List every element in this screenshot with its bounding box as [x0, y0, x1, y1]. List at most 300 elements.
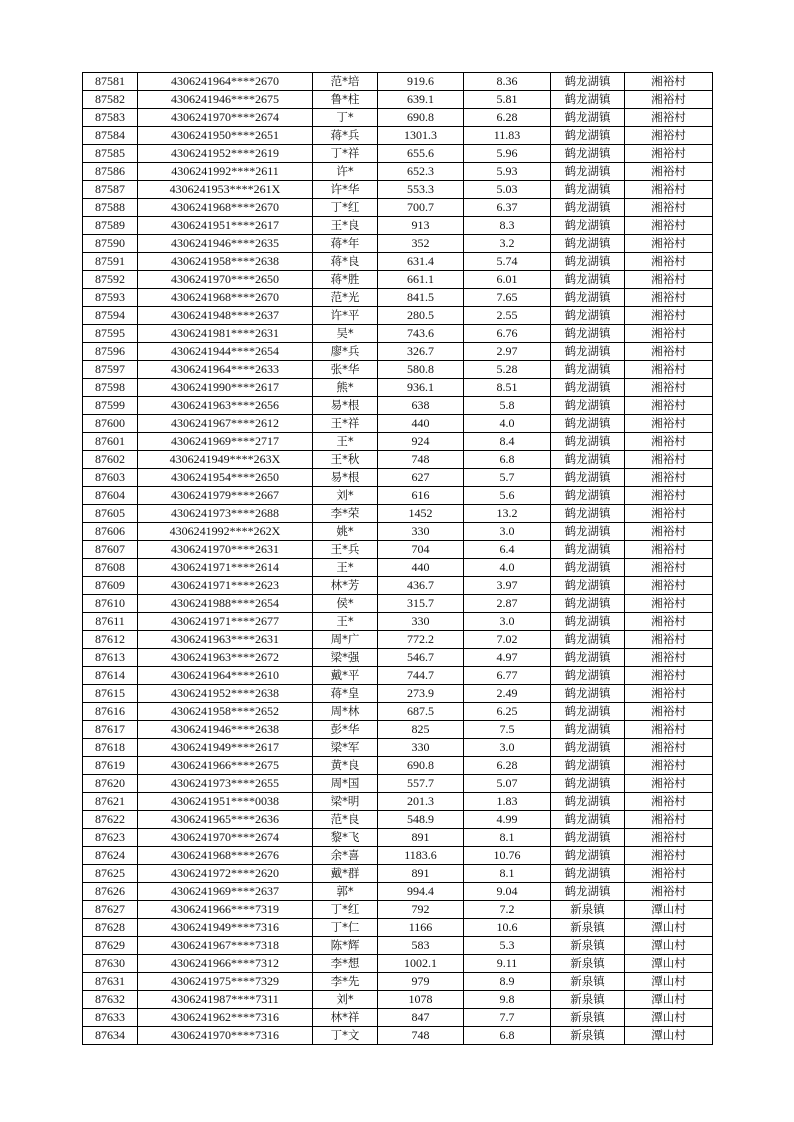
value-cell: 8.36	[464, 73, 551, 91]
table-row	[83, 685, 713, 703]
name-cell: 许*	[313, 163, 378, 181]
table-row	[83, 271, 713, 289]
town-cell: 鹤龙湖镇	[551, 451, 625, 469]
id-number-cell: 4306241972****2620	[138, 865, 313, 883]
name-cell: 梁*军	[313, 739, 378, 757]
serial-cell: 87600	[83, 415, 138, 433]
town-cell: 鹤龙湖镇	[551, 487, 625, 505]
value-cell: 5.07	[464, 775, 551, 793]
id-number-cell: 4306241970****2674	[138, 829, 313, 847]
serial-cell: 87590	[83, 235, 138, 253]
amount-cell: 1183.6	[378, 847, 464, 865]
town-cell: 鹤龙湖镇	[551, 289, 625, 307]
value-cell: 3.2	[464, 235, 551, 253]
table-row	[83, 595, 713, 613]
value-cell: 2.55	[464, 307, 551, 325]
table-row	[83, 91, 713, 109]
amount-cell: 690.8	[378, 109, 464, 127]
name-cell: 李*想	[313, 955, 378, 973]
amount-cell: 924	[378, 433, 464, 451]
value-cell: 6.77	[464, 667, 551, 685]
serial-cell: 87618	[83, 739, 138, 757]
town-cell: 鹤龙湖镇	[551, 253, 625, 271]
id-number-cell: 4306241951****2617	[138, 217, 313, 235]
table-row	[83, 667, 713, 685]
serial-cell: 87634	[83, 1027, 138, 1045]
name-cell: 鲁*柱	[313, 91, 378, 109]
table-row	[83, 361, 713, 379]
village-cell: 湘裕村	[625, 667, 713, 685]
serial-cell: 87617	[83, 721, 138, 739]
serial-cell: 87589	[83, 217, 138, 235]
table-row	[83, 487, 713, 505]
town-cell: 鹤龙湖镇	[551, 883, 625, 901]
serial-cell: 87610	[83, 595, 138, 613]
town-cell: 鹤龙湖镇	[551, 73, 625, 91]
town-cell: 鹤龙湖镇	[551, 307, 625, 325]
value-cell: 10.6	[464, 919, 551, 937]
name-cell: 蒋*皇	[313, 685, 378, 703]
village-cell: 潭山村	[625, 937, 713, 955]
village-cell: 湘裕村	[625, 739, 713, 757]
table-row	[83, 757, 713, 775]
town-cell: 新泉镇	[551, 973, 625, 991]
table-row	[83, 199, 713, 217]
value-cell: 4.97	[464, 649, 551, 667]
town-cell: 鹤龙湖镇	[551, 847, 625, 865]
serial-cell: 87630	[83, 955, 138, 973]
id-number-cell: 4306241951****0038	[138, 793, 313, 811]
table-row	[83, 253, 713, 271]
id-number-cell: 4306241969****2637	[138, 883, 313, 901]
id-number-cell: 4306241975****7329	[138, 973, 313, 991]
value-cell: 7.65	[464, 289, 551, 307]
town-cell: 鹤龙湖镇	[551, 415, 625, 433]
village-cell: 湘裕村	[625, 109, 713, 127]
id-number-cell: 4306241949****263X	[138, 451, 313, 469]
table-row	[83, 379, 713, 397]
village-cell: 湘裕村	[625, 91, 713, 109]
name-cell: 林*祥	[313, 1009, 378, 1027]
value-cell: 8.4	[464, 433, 551, 451]
name-cell: 张*华	[313, 361, 378, 379]
serial-cell: 87599	[83, 397, 138, 415]
town-cell: 鹤龙湖镇	[551, 271, 625, 289]
value-cell: 6.28	[464, 109, 551, 127]
village-cell: 湘裕村	[625, 253, 713, 271]
name-cell: 蒋*年	[313, 235, 378, 253]
village-cell: 湘裕村	[625, 721, 713, 739]
town-cell: 鹤龙湖镇	[551, 523, 625, 541]
table-body	[83, 73, 713, 1045]
serial-cell: 87628	[83, 919, 138, 937]
value-cell: 5.6	[464, 487, 551, 505]
serial-cell: 87625	[83, 865, 138, 883]
village-cell: 湘裕村	[625, 145, 713, 163]
table-row	[83, 307, 713, 325]
town-cell: 鹤龙湖镇	[551, 91, 625, 109]
town-cell: 鹤龙湖镇	[551, 793, 625, 811]
value-cell: 6.8	[464, 451, 551, 469]
amount-cell: 330	[378, 613, 464, 631]
id-number-cell: 4306241992****2611	[138, 163, 313, 181]
amount-cell: 583	[378, 937, 464, 955]
serial-cell: 87622	[83, 811, 138, 829]
id-number-cell: 4306241968****2670	[138, 289, 313, 307]
village-cell: 湘裕村	[625, 343, 713, 361]
name-cell: 姚*	[313, 523, 378, 541]
town-cell: 鹤龙湖镇	[551, 235, 625, 253]
amount-cell: 1301.3	[378, 127, 464, 145]
amount-cell: 748	[378, 451, 464, 469]
name-cell: 王*秋	[313, 451, 378, 469]
village-cell: 湘裕村	[625, 415, 713, 433]
serial-cell: 87592	[83, 271, 138, 289]
village-cell: 湘裕村	[625, 541, 713, 559]
value-cell: 11.83	[464, 127, 551, 145]
town-cell: 鹤龙湖镇	[551, 685, 625, 703]
serial-cell: 87594	[83, 307, 138, 325]
name-cell: 丁*仁	[313, 919, 378, 937]
id-number-cell: 4306241971****2677	[138, 613, 313, 631]
village-cell: 湘裕村	[625, 559, 713, 577]
village-cell: 湘裕村	[625, 469, 713, 487]
value-cell: 6.8	[464, 1027, 551, 1045]
village-cell: 湘裕村	[625, 829, 713, 847]
name-cell: 丁*文	[313, 1027, 378, 1045]
amount-cell: 280.5	[378, 307, 464, 325]
table-row	[83, 847, 713, 865]
village-cell: 湘裕村	[625, 199, 713, 217]
value-cell: 2.49	[464, 685, 551, 703]
value-cell: 3.97	[464, 577, 551, 595]
amount-cell: 326.7	[378, 343, 464, 361]
town-cell: 鹤龙湖镇	[551, 433, 625, 451]
id-number-cell: 4306241987****7311	[138, 991, 313, 1009]
amount-cell: 891	[378, 829, 464, 847]
id-number-cell: 4306241979****2667	[138, 487, 313, 505]
amount-cell: 616	[378, 487, 464, 505]
name-cell: 蒋*兵	[313, 127, 378, 145]
amount-cell: 639.1	[378, 91, 464, 109]
village-cell: 湘裕村	[625, 433, 713, 451]
id-number-cell: 4306241964****2610	[138, 667, 313, 685]
town-cell: 新泉镇	[551, 937, 625, 955]
amount-cell: 687.5	[378, 703, 464, 721]
id-number-cell: 4306241966****7319	[138, 901, 313, 919]
amount-cell: 631.4	[378, 253, 464, 271]
name-cell: 侯*	[313, 595, 378, 613]
name-cell: 丁*祥	[313, 145, 378, 163]
town-cell: 新泉镇	[551, 919, 625, 937]
serial-cell: 87631	[83, 973, 138, 991]
serial-cell: 87613	[83, 649, 138, 667]
id-number-cell: 4306241970****7316	[138, 1027, 313, 1045]
id-number-cell: 4306241963****2656	[138, 397, 313, 415]
amount-cell: 841.5	[378, 289, 464, 307]
village-cell: 湘裕村	[625, 217, 713, 235]
town-cell: 鹤龙湖镇	[551, 145, 625, 163]
value-cell: 13.2	[464, 505, 551, 523]
table-row	[83, 523, 713, 541]
name-cell: 丁*红	[313, 901, 378, 919]
town-cell: 鹤龙湖镇	[551, 703, 625, 721]
village-cell: 湘裕村	[625, 505, 713, 523]
table-row	[83, 991, 713, 1009]
name-cell: 戴*平	[313, 667, 378, 685]
serial-cell: 87602	[83, 451, 138, 469]
village-cell: 潭山村	[625, 1027, 713, 1045]
serial-cell: 87596	[83, 343, 138, 361]
village-cell: 潭山村	[625, 973, 713, 991]
table-row	[83, 973, 713, 991]
table-row	[83, 937, 713, 955]
value-cell: 4.0	[464, 559, 551, 577]
id-number-cell: 4306241981****2631	[138, 325, 313, 343]
id-number-cell: 4306241964****2633	[138, 361, 313, 379]
name-cell: 熊*	[313, 379, 378, 397]
id-number-cell: 4306241970****2631	[138, 541, 313, 559]
id-number-cell: 4306241953****261X	[138, 181, 313, 199]
village-cell: 湘裕村	[625, 595, 713, 613]
serial-cell: 87582	[83, 91, 138, 109]
amount-cell: 557.7	[378, 775, 464, 793]
value-cell: 8.3	[464, 217, 551, 235]
serial-cell: 87604	[83, 487, 138, 505]
name-cell: 王*	[313, 433, 378, 451]
village-cell: 湘裕村	[625, 181, 713, 199]
town-cell: 新泉镇	[551, 901, 625, 919]
amount-cell: 315.7	[378, 595, 464, 613]
name-cell: 王*	[313, 559, 378, 577]
village-cell: 湘裕村	[625, 73, 713, 91]
serial-cell: 87627	[83, 901, 138, 919]
table-row	[83, 793, 713, 811]
town-cell: 鹤龙湖镇	[551, 577, 625, 595]
id-number-cell: 4306241966****2675	[138, 757, 313, 775]
village-cell: 湘裕村	[625, 883, 713, 901]
amount-cell: 330	[378, 523, 464, 541]
serial-cell: 87608	[83, 559, 138, 577]
town-cell: 鹤龙湖镇	[551, 739, 625, 757]
table-row	[83, 145, 713, 163]
serial-cell: 87585	[83, 145, 138, 163]
id-number-cell: 4306241958****2652	[138, 703, 313, 721]
table-row	[83, 109, 713, 127]
value-cell: 7.2	[464, 901, 551, 919]
table-row	[83, 919, 713, 937]
amount-cell: 655.6	[378, 145, 464, 163]
amount-cell: 1078	[378, 991, 464, 1009]
town-cell: 鹤龙湖镇	[551, 325, 625, 343]
amount-cell: 553.3	[378, 181, 464, 199]
village-cell: 湘裕村	[625, 685, 713, 703]
amount-cell: 748	[378, 1027, 464, 1045]
table-row	[83, 631, 713, 649]
serial-cell: 87621	[83, 793, 138, 811]
amount-cell: 201.3	[378, 793, 464, 811]
table-row	[83, 343, 713, 361]
town-cell: 鹤龙湖镇	[551, 865, 625, 883]
table-row	[83, 649, 713, 667]
town-cell: 鹤龙湖镇	[551, 811, 625, 829]
amount-cell: 546.7	[378, 649, 464, 667]
value-cell: 1.83	[464, 793, 551, 811]
amount-cell: 1452	[378, 505, 464, 523]
value-cell: 5.3	[464, 937, 551, 955]
town-cell: 鹤龙湖镇	[551, 343, 625, 361]
id-number-cell: 4306241970****2650	[138, 271, 313, 289]
serial-cell: 87619	[83, 757, 138, 775]
value-cell: 6.28	[464, 757, 551, 775]
value-cell: 5.81	[464, 91, 551, 109]
town-cell: 鹤龙湖镇	[551, 721, 625, 739]
village-cell: 湘裕村	[625, 271, 713, 289]
amount-cell: 913	[378, 217, 464, 235]
name-cell: 戴*群	[313, 865, 378, 883]
name-cell: 黄*良	[313, 757, 378, 775]
town-cell: 鹤龙湖镇	[551, 631, 625, 649]
id-number-cell: 4306241968****2670	[138, 199, 313, 217]
value-cell: 8.1	[464, 829, 551, 847]
table-row	[83, 1027, 713, 1045]
table-row	[83, 829, 713, 847]
village-cell: 湘裕村	[625, 487, 713, 505]
amount-cell: 743.6	[378, 325, 464, 343]
value-cell: 5.8	[464, 397, 551, 415]
amount-cell: 638	[378, 397, 464, 415]
value-cell: 9.04	[464, 883, 551, 901]
town-cell: 鹤龙湖镇	[551, 199, 625, 217]
town-cell: 新泉镇	[551, 955, 625, 973]
town-cell: 鹤龙湖镇	[551, 361, 625, 379]
village-cell: 湘裕村	[625, 649, 713, 667]
table-row	[83, 127, 713, 145]
serial-cell: 87603	[83, 469, 138, 487]
table-row	[83, 613, 713, 631]
table-row	[83, 505, 713, 523]
serial-cell: 87606	[83, 523, 138, 541]
amount-cell: 1166	[378, 919, 464, 937]
amount-cell: 772.2	[378, 631, 464, 649]
serial-cell: 87615	[83, 685, 138, 703]
id-number-cell: 4306241988****2654	[138, 595, 313, 613]
id-number-cell: 4306241946****2635	[138, 235, 313, 253]
name-cell: 范*光	[313, 289, 378, 307]
town-cell: 鹤龙湖镇	[551, 559, 625, 577]
id-number-cell: 4306241958****2638	[138, 253, 313, 271]
value-cell: 7.5	[464, 721, 551, 739]
id-number-cell: 4306241966****7312	[138, 955, 313, 973]
serial-cell: 87612	[83, 631, 138, 649]
village-cell: 湘裕村	[625, 793, 713, 811]
amount-cell: 994.4	[378, 883, 464, 901]
village-cell: 湘裕村	[625, 361, 713, 379]
name-cell: 易*根	[313, 397, 378, 415]
serial-cell: 87601	[83, 433, 138, 451]
amount-cell: 979	[378, 973, 464, 991]
town-cell: 鹤龙湖镇	[551, 217, 625, 235]
name-cell: 王*	[313, 613, 378, 631]
amount-cell: 273.9	[378, 685, 464, 703]
value-cell: 9.11	[464, 955, 551, 973]
amount-cell: 580.8	[378, 361, 464, 379]
serial-cell: 87633	[83, 1009, 138, 1027]
name-cell: 蒋*良	[313, 253, 378, 271]
serial-cell: 87583	[83, 109, 138, 127]
value-cell: 5.96	[464, 145, 551, 163]
town-cell: 鹤龙湖镇	[551, 505, 625, 523]
name-cell: 周*国	[313, 775, 378, 793]
value-cell: 5.7	[464, 469, 551, 487]
town-cell: 鹤龙湖镇	[551, 613, 625, 631]
amount-cell: 440	[378, 415, 464, 433]
name-cell: 许*华	[313, 181, 378, 199]
value-cell: 5.74	[464, 253, 551, 271]
amount-cell: 330	[378, 739, 464, 757]
value-cell: 5.28	[464, 361, 551, 379]
serial-cell: 87605	[83, 505, 138, 523]
id-number-cell: 4306241952****2638	[138, 685, 313, 703]
town-cell: 新泉镇	[551, 991, 625, 1009]
village-cell: 湘裕村	[625, 379, 713, 397]
table-row	[83, 325, 713, 343]
village-cell: 湘裕村	[625, 235, 713, 253]
table-row	[83, 775, 713, 793]
amount-cell: 847	[378, 1009, 464, 1027]
id-number-cell: 4306241967****2612	[138, 415, 313, 433]
value-cell: 6.76	[464, 325, 551, 343]
id-number-cell: 4306241946****2638	[138, 721, 313, 739]
id-number-cell: 4306241946****2675	[138, 91, 313, 109]
value-cell: 7.02	[464, 631, 551, 649]
id-number-cell: 4306241968****2676	[138, 847, 313, 865]
village-cell: 湘裕村	[625, 631, 713, 649]
serial-cell: 87632	[83, 991, 138, 1009]
village-cell: 湘裕村	[625, 757, 713, 775]
value-cell: 6.01	[464, 271, 551, 289]
village-cell: 湘裕村	[625, 847, 713, 865]
table-row	[83, 433, 713, 451]
serial-cell: 87595	[83, 325, 138, 343]
id-number-cell: 4306241949****7316	[138, 919, 313, 937]
village-cell: 湘裕村	[625, 577, 713, 595]
id-number-cell: 4306241971****2614	[138, 559, 313, 577]
town-cell: 鹤龙湖镇	[551, 163, 625, 181]
name-cell: 林*芳	[313, 577, 378, 595]
amount-cell: 792	[378, 901, 464, 919]
table-row	[83, 235, 713, 253]
value-cell: 7.7	[464, 1009, 551, 1027]
table-row	[83, 865, 713, 883]
amount-cell: 1002.1	[378, 955, 464, 973]
amount-cell: 744.7	[378, 667, 464, 685]
amount-cell: 436.7	[378, 577, 464, 595]
name-cell: 王*祥	[313, 415, 378, 433]
id-number-cell: 4306241948****2637	[138, 307, 313, 325]
name-cell: 易*根	[313, 469, 378, 487]
serial-cell: 87607	[83, 541, 138, 559]
name-cell: 郭*	[313, 883, 378, 901]
table-row	[83, 883, 713, 901]
town-cell: 鹤龙湖镇	[551, 595, 625, 613]
town-cell: 鹤龙湖镇	[551, 469, 625, 487]
town-cell: 鹤龙湖镇	[551, 181, 625, 199]
town-cell: 鹤龙湖镇	[551, 127, 625, 145]
name-cell: 丁*红	[313, 199, 378, 217]
name-cell: 梁*明	[313, 793, 378, 811]
village-cell: 湘裕村	[625, 127, 713, 145]
